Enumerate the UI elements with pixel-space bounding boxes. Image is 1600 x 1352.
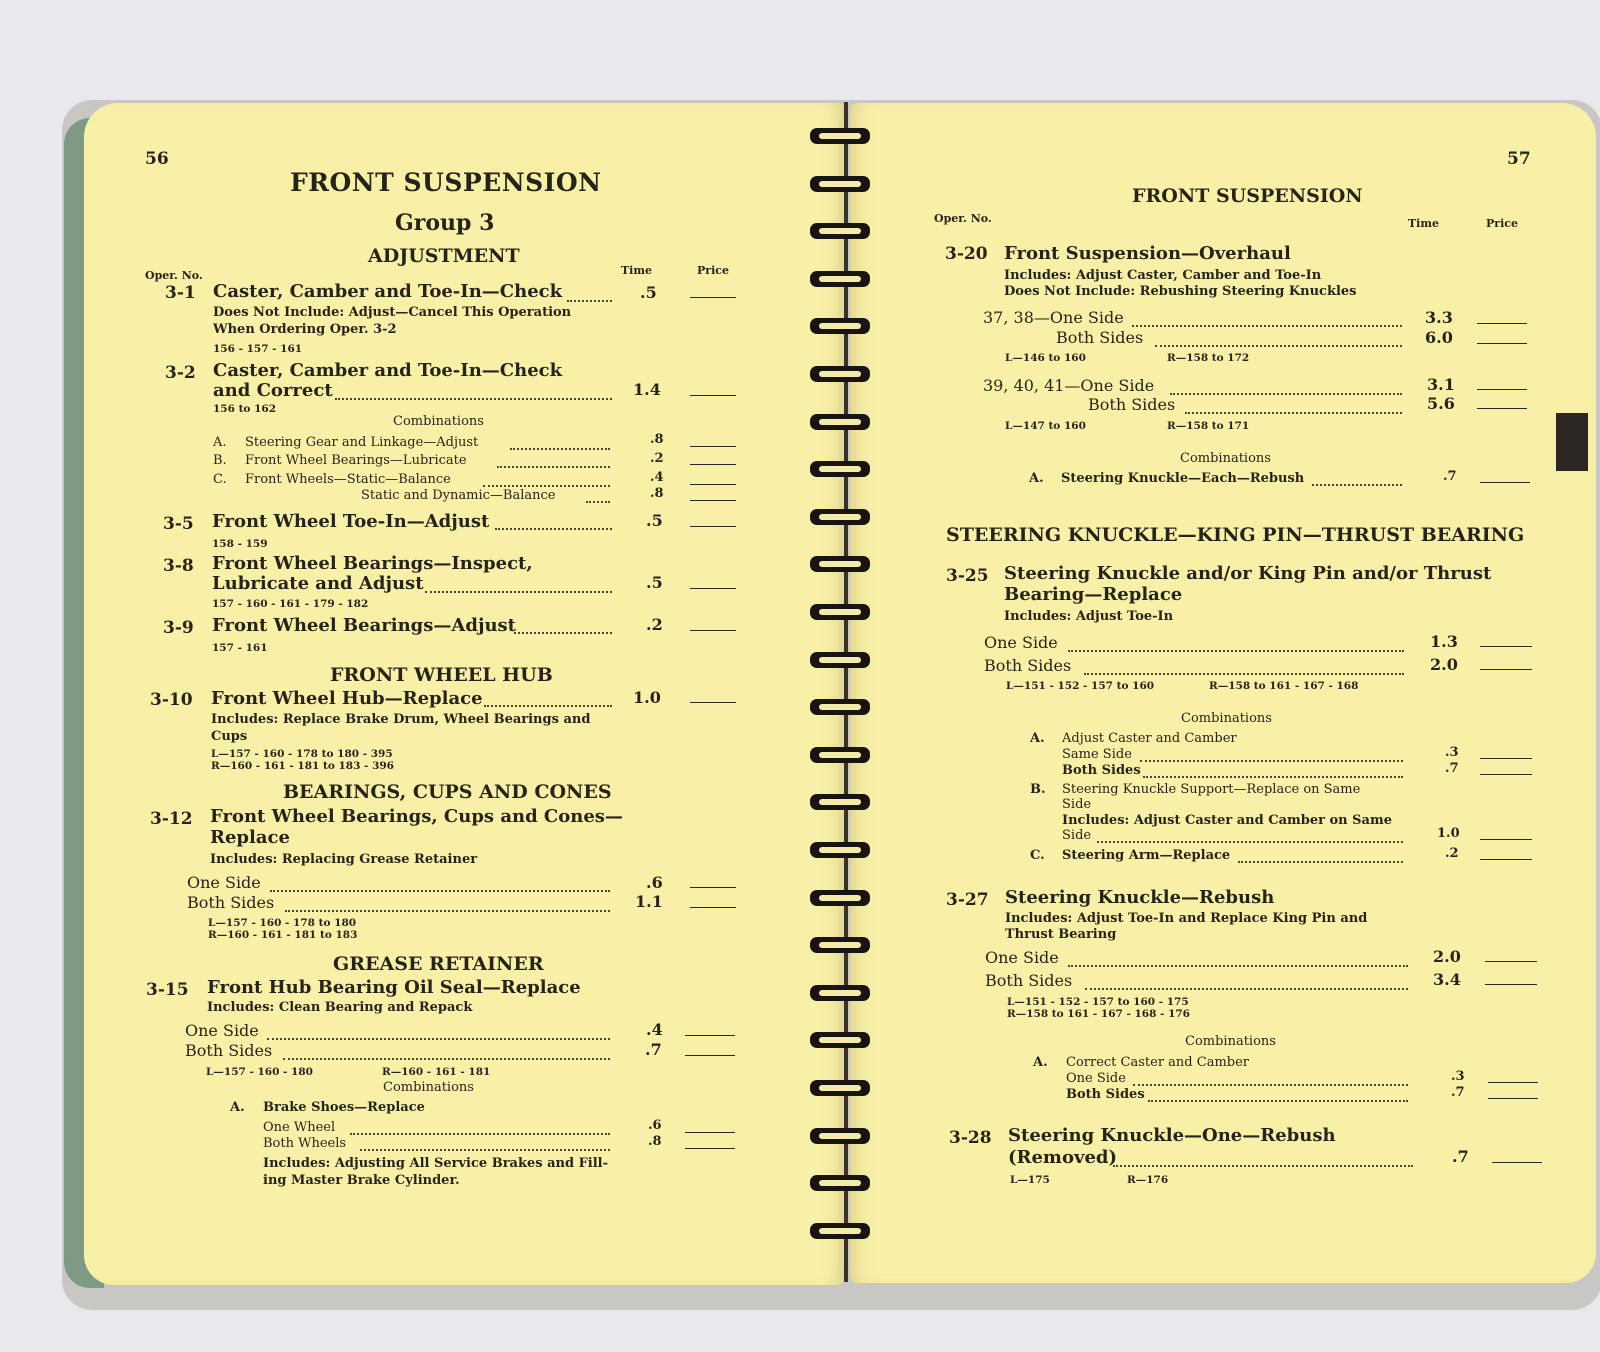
price-blank (690, 395, 736, 396)
time-value: 1.3 (1430, 632, 1458, 651)
combinations-label: Combinations (1180, 451, 1271, 466)
dot-leader (567, 300, 612, 302)
combo-time: .7 (1451, 1085, 1465, 1100)
op-title: Bearing—Replace (1004, 584, 1183, 605)
op-refs: 156 to 162 (213, 403, 276, 415)
dot-leader (1068, 650, 1404, 652)
op-title: Front Wheel Hub—Replace (211, 688, 483, 709)
side-label: Both Sides (984, 656, 1072, 675)
spiral-coil (810, 1080, 870, 1096)
combo-letter: B. (1030, 782, 1046, 797)
op-note: Thrust Bearing (1005, 927, 1117, 942)
combo-letter: B. (213, 453, 227, 468)
op-refs: 158 - 159 (212, 538, 268, 550)
dot-leader (425, 591, 612, 593)
op-title: Front Wheel Bearings—Inspect, (212, 553, 533, 574)
dot-leader (1238, 861, 1403, 863)
op-note: Includes: Adjust Caster, Camber and Toe-In (1004, 268, 1322, 283)
time-value: .2 (646, 615, 663, 634)
spiral-coil (810, 747, 870, 763)
combo-note: Side (1062, 828, 1092, 843)
op-title: Steering Knuckle—One—Rebush (1008, 1125, 1336, 1146)
time-value: .5 (646, 573, 663, 592)
spiral-coil (810, 699, 870, 715)
spiral-coil (810, 1032, 870, 1048)
op-title: Front Wheel Toe-In—Adjust (212, 511, 490, 532)
price-blank (690, 526, 736, 527)
combo-item: Both Sides (1066, 1087, 1145, 1102)
left-page-number: 56 (145, 149, 169, 169)
combo-item: Static and Dynamic—Balance (361, 488, 556, 503)
dot-leader (267, 1038, 610, 1040)
price-blank (1480, 646, 1532, 647)
right-page-title: FRONT SUSPENSION (1132, 185, 1363, 207)
op-refs: 157 - 160 - 161 - 179 - 182 (212, 598, 369, 610)
op-refs: R—160 - 161 - 181 to 183 - 396 (211, 760, 394, 772)
op-title: Replace (210, 827, 290, 848)
op-title: Steering Knuckle—Rebush (1005, 887, 1275, 908)
combo-item: Steering Knuckle Support—Replace on Same (1062, 782, 1361, 797)
side-label: 37, 38—One Side (983, 308, 1124, 327)
spiral-coil (810, 271, 870, 287)
spiral-coil (810, 223, 870, 239)
combo-letter: A. (1029, 471, 1044, 486)
op-title: and Correct (213, 380, 333, 401)
combo-time: .8 (648, 1134, 662, 1149)
combo-time: .8 (650, 432, 664, 447)
op-refs: R—176 (1127, 1174, 1169, 1186)
dot-leader (514, 632, 612, 634)
time-value: .4 (646, 1020, 663, 1039)
price-blank (690, 907, 736, 908)
combinations-label: Combinations (393, 414, 484, 429)
spiral-coil (810, 794, 870, 810)
price-blank (685, 1148, 735, 1149)
combo-letter: C. (213, 472, 227, 487)
combo-time: .2 (1445, 846, 1459, 861)
op-number: 3-2 (165, 363, 196, 383)
combo-letter: A. (1033, 1055, 1048, 1070)
section-steering-knuckle: STEERING KNUCKLE—KING PIN—THRUST BEARING (946, 524, 1525, 546)
op-title: (Removed) (1008, 1147, 1117, 1168)
op-number: 3-28 (949, 1128, 992, 1148)
side-label: One Side (185, 1021, 259, 1040)
dot-leader (497, 466, 610, 468)
combo-note: Includes: Adjusting All Service Brakes and Fill- (263, 1156, 609, 1171)
section-front-wheel-hub: FRONT WHEEL HUB (330, 664, 553, 686)
combo-item: Brake Shoes—Replace (263, 1100, 425, 1115)
dot-leader (495, 528, 612, 530)
time-value: 3.1 (1427, 375, 1455, 394)
op-note: Includes: Clean Bearing and Repack (207, 1000, 473, 1015)
price-blank (1480, 839, 1532, 840)
col-oper-no: Oper. No. (145, 269, 203, 282)
time-value: 2.0 (1433, 947, 1461, 966)
op-note: Includes: Adjust Toe-In and Replace King Pin and (1005, 911, 1368, 926)
price-blank (1477, 389, 1527, 390)
dot-leader (1170, 393, 1402, 395)
section-bearings: BEARINGS, CUPS AND CONES (283, 781, 612, 803)
combo-item: Front Wheel Bearings—Lubricate (245, 453, 467, 468)
price-blank (1485, 961, 1537, 962)
combo-time: .7 (1445, 761, 1459, 776)
combo-letter: A. (213, 435, 227, 450)
dot-leader (1085, 988, 1408, 990)
price-blank (1477, 408, 1527, 409)
time-value: .5 (640, 283, 657, 302)
side-label: Both Sides (1056, 328, 1144, 347)
price-blank (1480, 859, 1532, 860)
col-oper-no: Oper. No. (934, 212, 992, 225)
spiral-coil (810, 176, 870, 192)
op-refs: L—175 (1010, 1174, 1050, 1186)
op-refs: L—146 to 160 (1005, 352, 1086, 364)
op-title: Front Suspension—Overhaul (1004, 243, 1291, 264)
op-number: 3-5 (163, 514, 194, 534)
combo-item: Same Side (1062, 747, 1132, 762)
price-blank (1492, 1162, 1542, 1163)
spiral-coil (810, 556, 870, 572)
time-value: .7 (645, 1040, 662, 1059)
combo-item: Both Wheels (263, 1136, 347, 1151)
spiral-coil (810, 366, 870, 382)
side-label: Both Sides (1088, 395, 1176, 414)
op-refs: R—158 to 161 - 167 - 168 - 176 (1007, 1008, 1190, 1020)
combo-item: Correct Caster and Camber (1066, 1055, 1249, 1070)
time-value: 1.4 (633, 380, 661, 399)
dot-leader (1148, 1100, 1408, 1102)
price-blank (685, 1035, 735, 1036)
op-number: 3-10 (150, 690, 193, 710)
op-note: Includes: Adjust Toe-In (1004, 609, 1174, 624)
combinations-label: Combinations (1185, 1034, 1276, 1049)
dot-leader (1143, 776, 1403, 778)
time-value: 3.3 (1425, 308, 1453, 327)
dot-leader (335, 398, 612, 400)
left-page-title: FRONT SUSPENSION (290, 168, 602, 197)
combo-letter: A. (1030, 731, 1045, 746)
combo-item: One Side (1066, 1071, 1126, 1086)
op-title: Caster, Camber and Toe-In—Check (213, 281, 563, 302)
dot-leader (1312, 484, 1402, 486)
combo-time: 1.0 (1437, 826, 1460, 841)
price-blank (1477, 323, 1527, 324)
price-blank (690, 588, 736, 589)
spiral-coil (810, 1175, 870, 1191)
price-blank (690, 630, 736, 631)
right-page-number: 57 (1507, 149, 1531, 169)
op-refs: R—158 to 172 (1167, 352, 1250, 364)
side-label: Both Sides (187, 893, 275, 912)
col-time: Time (621, 264, 653, 277)
op-number: 3-8 (163, 556, 194, 576)
op-refs: R—158 to 161 - 167 - 168 (1209, 680, 1359, 692)
price-blank (685, 1132, 735, 1133)
dot-leader (350, 1133, 610, 1135)
op-note: When Ordering Oper. 3-2 (213, 322, 397, 337)
spiral-coil (810, 842, 870, 858)
dot-leader (1133, 1084, 1408, 1086)
dot-leader (510, 448, 610, 450)
combo-time: .8 (650, 486, 664, 501)
dot-leader (1068, 965, 1408, 967)
combo-item: Front Wheels—Static—Balance (245, 472, 451, 487)
price-blank (690, 446, 736, 447)
spiral-coil (810, 461, 870, 477)
spiral-coil (810, 937, 870, 953)
combo-item: Side (1062, 797, 1092, 812)
time-value: 3.4 (1433, 970, 1461, 989)
op-number: 3-9 (163, 618, 194, 638)
op-number: 3-12 (150, 809, 193, 829)
op-refs: L—147 to 160 (1005, 420, 1086, 432)
time-value: .6 (646, 873, 663, 892)
price-blank (690, 702, 736, 703)
price-blank (1485, 984, 1537, 985)
op-title: Front Wheel Bearings, Cups and Cones— (210, 806, 623, 827)
op-refs: L—157 - 160 - 178 to 180 (208, 917, 357, 929)
combo-time: .6 (648, 1118, 662, 1133)
price-blank (1480, 482, 1530, 483)
price-blank (1477, 343, 1527, 344)
combo-time: .3 (1445, 745, 1459, 760)
op-refs: 156 - 157 - 161 (213, 343, 303, 355)
price-blank (1480, 774, 1532, 775)
dot-leader (483, 485, 610, 487)
op-refs: L—151 - 152 - 157 to 160 - 175 (1007, 996, 1189, 1008)
price-blank (690, 887, 736, 888)
combo-time: .7 (1443, 469, 1457, 484)
spiral-coil (810, 890, 870, 906)
section-adjustment: ADJUSTMENT (368, 245, 520, 267)
price-blank (685, 1055, 735, 1056)
spiral-coil (810, 509, 870, 525)
dot-leader (360, 1149, 610, 1151)
combo-note: ing Master Brake Cylinder. (263, 1173, 460, 1188)
time-value: 2.0 (1430, 655, 1458, 674)
op-note: Includes: Replacing Grease Retainer (210, 852, 478, 867)
op-title: Front Hub Bearing Oil Seal—Replace (207, 977, 581, 998)
dot-leader (1185, 412, 1402, 414)
op-refs: 157 - 161 (212, 642, 268, 654)
combo-item: Both Sides (1062, 763, 1141, 778)
time-value: .5 (646, 511, 663, 530)
dot-leader (1097, 841, 1403, 843)
side-label: 39, 40, 41—One Side (983, 376, 1155, 395)
price-blank (1480, 669, 1532, 670)
combinations-label: Combinations (383, 1080, 474, 1095)
dot-leader (1084, 673, 1404, 675)
op-refs: R—160 - 161 - 181 (382, 1066, 491, 1078)
price-blank (1480, 758, 1532, 759)
price-blank (690, 464, 736, 465)
price-blank (690, 484, 736, 485)
op-refs: L—157 - 160 - 180 (206, 1066, 313, 1078)
op-title: Front Wheel Bearings—Adjust (212, 615, 516, 636)
spiral-coil (810, 128, 870, 144)
spiral-coil (810, 604, 870, 620)
combo-item: Steering Gear and Linkage—Adjust (245, 435, 479, 450)
op-note: Does Not Include: Adjust—Cancel This Operation (213, 305, 572, 320)
side-label: One Side (984, 633, 1058, 652)
op-refs: L—151 - 152 - 157 to 160 (1006, 680, 1155, 692)
op-title: Steering Knuckle and/or King Pin and/or Thrust (1004, 563, 1492, 584)
op-number: 3-25 (946, 566, 989, 586)
dot-leader (1113, 1165, 1413, 1167)
time-value: 5.6 (1427, 394, 1455, 413)
col-time: Time (1408, 217, 1440, 230)
combo-letter: C. (1030, 848, 1045, 863)
dot-leader (285, 910, 610, 912)
index-tab (1556, 413, 1588, 471)
price-blank (690, 297, 736, 298)
op-refs: R—160 - 161 - 181 to 183 (208, 929, 358, 941)
combinations-label: Combinations (1181, 711, 1272, 726)
op-note: Includes: Replace Brake Drum, Wheel Bearings and (211, 712, 591, 727)
dot-leader (586, 501, 610, 503)
side-label: Both Sides (985, 971, 1073, 990)
time-value: 1.0 (633, 688, 661, 707)
price-blank (690, 500, 736, 501)
dot-leader (1132, 325, 1402, 327)
op-note: Cups (211, 729, 248, 744)
col-price: Price (697, 264, 729, 277)
combo-time: .3 (1451, 1069, 1465, 1084)
combo-note: Includes: Adjust Caster and Camber on Same (1062, 813, 1393, 828)
side-label: Both Sides (185, 1041, 273, 1060)
op-refs: L—157 - 160 - 178 to 180 - 395 (211, 748, 393, 760)
combo-item: One Wheel (263, 1120, 336, 1135)
combo-item: Steering Knuckle—Each—Rebush (1061, 471, 1305, 486)
combo-item: Adjust Caster and Camber (1062, 731, 1237, 746)
time-value: .7 (1452, 1147, 1469, 1166)
combo-time: .2 (650, 451, 664, 466)
spiral-coil (810, 414, 870, 430)
op-number: 3-20 (945, 244, 988, 264)
price-blank (1488, 1098, 1538, 1099)
op-number: 3-27 (946, 890, 989, 910)
op-note: Does Not Include: Rebushing Steering Knuckles (1004, 284, 1357, 299)
dot-leader (1155, 345, 1402, 347)
op-number: 3-1 (165, 283, 196, 303)
section-grease-retainer: GREASE RETAINER (333, 953, 544, 975)
combo-letter: A. (230, 1100, 245, 1115)
op-title: Caster, Camber and Toe-In—Check (213, 360, 563, 381)
op-number: 3-15 (146, 980, 189, 1000)
spiral-coil (810, 652, 870, 668)
dot-leader (1140, 760, 1403, 762)
op-refs: R—158 to 171 (1167, 420, 1250, 432)
col-price: Price (1486, 217, 1518, 230)
combo-time: .4 (650, 470, 664, 485)
dot-leader (270, 890, 610, 892)
group-heading: Group 3 (395, 210, 495, 236)
dot-leader (484, 705, 612, 707)
spiral-coil (810, 1223, 870, 1239)
side-label: One Side (187, 873, 261, 892)
spiral-coil (810, 1128, 870, 1144)
side-label: One Side (985, 948, 1059, 967)
op-title: Lubricate and Adjust (212, 573, 424, 594)
spiral-coil (810, 318, 870, 334)
time-value: 1.1 (635, 892, 663, 911)
time-value: 6.0 (1425, 328, 1453, 347)
spiral-coil (810, 985, 870, 1001)
dot-leader (283, 1058, 610, 1060)
price-blank (1488, 1082, 1538, 1083)
combo-item: Steering Arm—Replace (1062, 848, 1231, 863)
